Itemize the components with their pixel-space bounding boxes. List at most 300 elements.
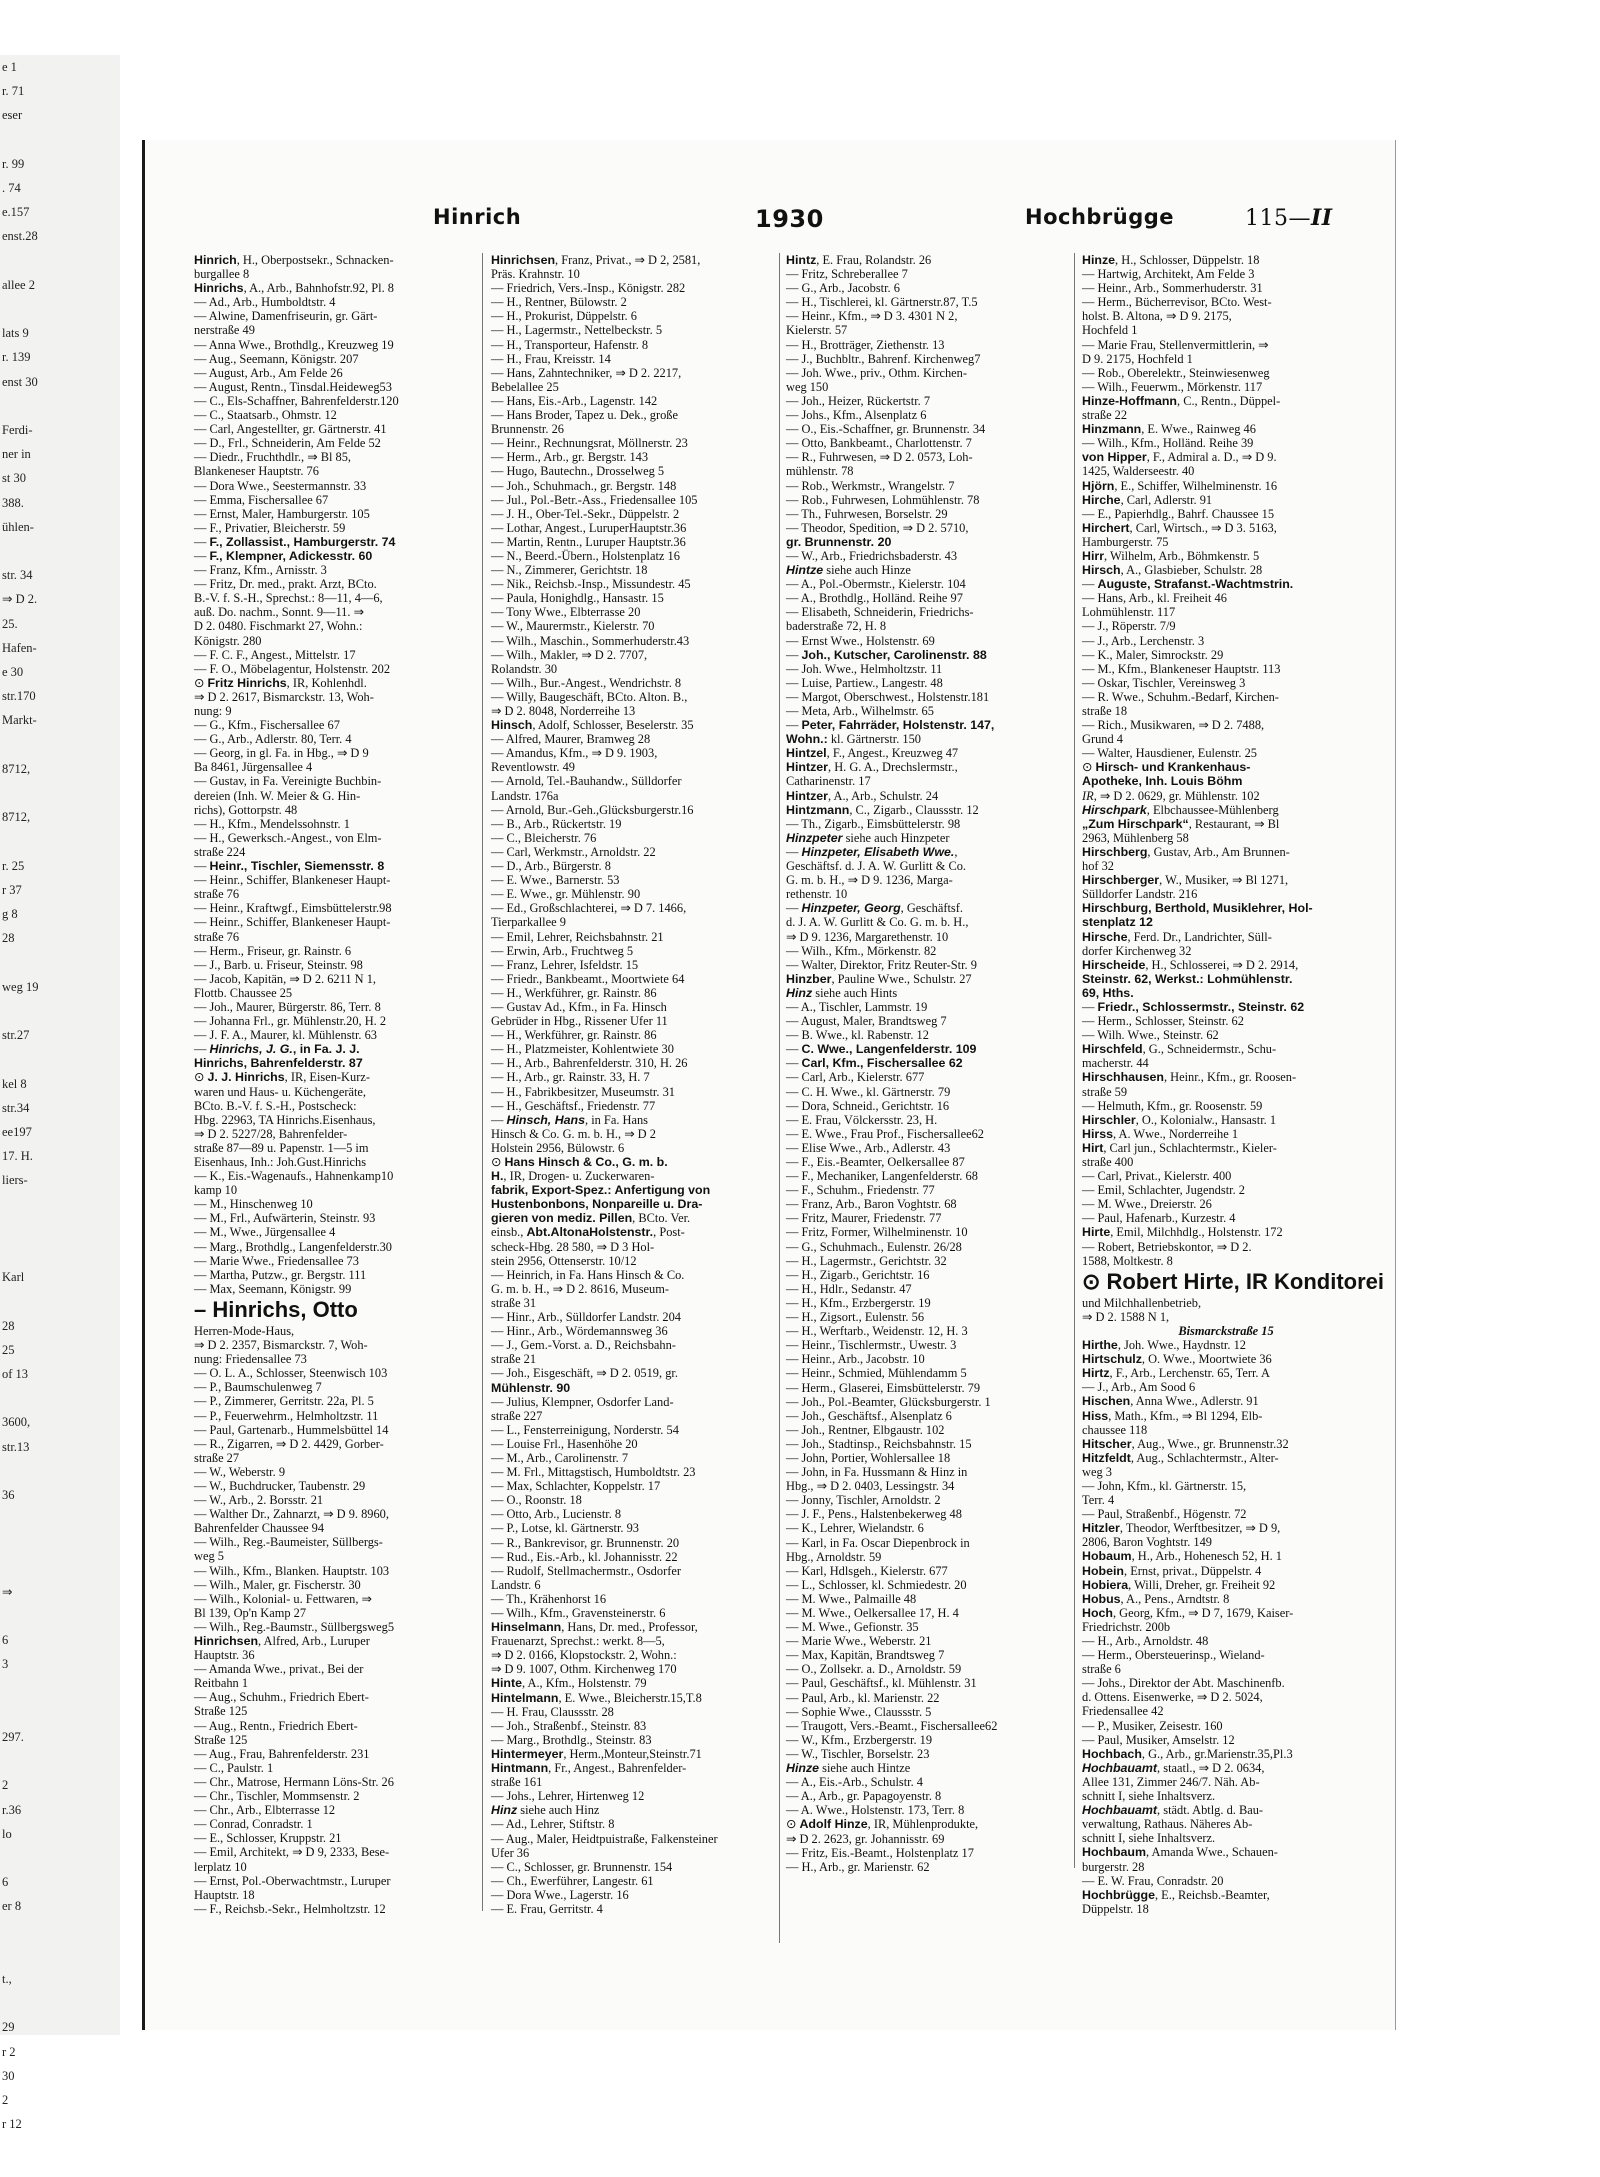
directory-entry-line: weg 3 — [1082, 1464, 1112, 1479]
edge-fragment — [0, 1991, 120, 2015]
directory-entry-line: d. Ottens. Eisenwerke, ⇒ D 2. 5024, — [1082, 1690, 1263, 1705]
directory-entry-line: Präs. Krahnstr. 10 — [491, 267, 580, 282]
edge-fragment — [0, 539, 120, 563]
directory-entry-line: — P., Zimmerer, Gerritstr. 22a, Pl. 5 — [194, 1394, 374, 1409]
directory-entry-line: — H., Zigsort., Eulenstr. 56 — [786, 1310, 925, 1325]
directory-entry-line: schnitt I, siehe Inhaltsverz. — [1082, 1789, 1216, 1804]
edge-fragment: Karl — [2, 1270, 25, 1285]
directory-entry-line: — Fritz, Eis.-Beamt., Holstenplatz 17 — [786, 1845, 974, 1860]
directory-entry-line: — Wilh., Bur.-Angest., Wendrichstr. 8 — [491, 675, 682, 690]
directory-entry-line: Hinrichsen, Franz, Privat., ⇒ D 2, 2581, — [491, 253, 701, 267]
edge-fragment: e 30 — [2, 665, 24, 680]
directory-entry-line: — Joh., Stadtinsp., Reichsbahnstr. 15 — [786, 1436, 972, 1451]
directory-entry-line: — G., Schuhmach., Eulenstr. 26/28 — [786, 1239, 962, 1254]
directory-entry-line: Hirtz, F., Arb., Lerchenstr. 65, Terr. A — [1082, 1366, 1270, 1381]
directory-entry-line: — Johs., Lehrer, Hirtenweg 12 — [491, 1789, 645, 1804]
directory-entry-line: — Anna Wwe., Brothdlg., Kreuzweg 19 — [194, 337, 394, 352]
directory-entry-line: — Friedr., Bankbeamt., Moortwiete 64 — [491, 971, 685, 986]
directory-entry-line: scheck-Hbg. 28 580, ⇒ D 3 Hol- — [491, 1239, 655, 1254]
directory-entry-line: straße 6 — [1082, 1662, 1121, 1677]
directory-entry-line: — M., Hinschenweg 10 — [194, 1197, 313, 1212]
directory-entry-line: — A. Wwe., Holstenstr. 173, Terr. 8 — [786, 1803, 965, 1818]
edge-fragment: 28 — [2, 1318, 15, 1333]
edge-fragment — [0, 1846, 120, 1870]
directory-entry-line: ⇒ D 2. 2617, Bismarckstr. 13, Woh- — [194, 689, 374, 704]
directory-entry-line: — Joh. Wwe., priv., Othm. Kirchen- — [786, 365, 968, 380]
directory-entry-line: — Auguste, Strafanst.-Wachtmstrin. — [1082, 577, 1294, 592]
edge-fragment: e 1 — [2, 60, 17, 74]
directory-entry-line: stein 2956, Ottenserstr. 10/12 — [491, 1253, 637, 1268]
directory-entry-line: 1588, Moltkestr. 8 — [1082, 1253, 1173, 1268]
directory-entry-line: ⊙ Adolf Hinze, IR, Mühlenprodukte, — [786, 1817, 979, 1832]
directory-entry-line: Hinzpeter siehe auch Hinzpeter — [786, 830, 950, 845]
directory-entry-line: — H., Kfm., Mendelssohnstr. 1 — [194, 816, 350, 831]
directory-entry-line: — Herm., Bücherrevisor, BCto. West- — [1082, 295, 1272, 310]
directory-entry-line: — Joh. Wwe., Helmholtzstr. 11 — [786, 661, 943, 676]
directory-entry-line: — Louise Frl., Hasenhöhe 20 — [491, 1436, 638, 1451]
directory-entry-line: — Martha, Putzw., gr. Bergstr. 111 — [194, 1267, 367, 1282]
directory-entry-line: — Lothar, Angest., LuruperHauptstr.36 — [491, 520, 687, 535]
directory-entry-line: — H., Rentner, Bülowstr. 2 — [491, 295, 627, 310]
directory-entry-line: und Milchhallenbetrieb, — [1082, 1295, 1202, 1310]
edge-fragment: Markt- — [2, 713, 37, 728]
page-header — [195, 205, 1395, 241]
directory-entry-line: — Willy, Baugeschäft, BCto. Alton. B., — [491, 689, 688, 704]
directory-entry-line: 1425, Walderseestr. 40 — [1082, 464, 1195, 479]
edge-fragment — [0, 1193, 120, 1217]
directory-entry-line: — Franz, Lehrer, Isfeldstr. 15 — [491, 957, 639, 972]
edge-fragment: 3600, — [2, 1415, 31, 1430]
directory-entry-line: Hintzer, A., Arb., Schulstr. 24 — [786, 788, 939, 803]
directory-entry-line: Hintermeyer, Herm.,Monteur,Steinstr.71 — [491, 1746, 702, 1761]
directory-entry-line: — E. Frau, Gerritstr. 4 — [491, 1901, 603, 1916]
directory-entry-line: Bebelallee 25 — [491, 379, 559, 394]
directory-entry-line: schnitt I, siehe Inhaltsverz. — [1082, 1831, 1216, 1846]
directory-entry-line: — Rud., Eis.-Arb., kl. Johannisstr. 22 — [491, 1549, 678, 1564]
directory-entry-line: — C. H. Wwe., kl. Gärtnerstr. 79 — [786, 1084, 951, 1099]
directory-entry-line: — Carl, Privat., Kielerstr. 400 — [1082, 1169, 1232, 1184]
directory-entry-line: Hinz siehe auch Hinz — [491, 1803, 600, 1818]
page-number-suffix: II — [1311, 205, 1333, 231]
directory-entry-line: — Heinr., Arb., Jacobstr. 10 — [786, 1352, 925, 1367]
directory-entry-line: — Th., Krähenhorst 16 — [491, 1591, 607, 1606]
directory-entry-line: — Johanna Frl., gr. Mühlenstr.20, H. 2 — [194, 1014, 387, 1029]
edge-fragment: r 37 — [2, 882, 22, 897]
directory-entry-line: — Aug., Schuhm., Friedrich Ebert- — [194, 1690, 369, 1705]
directory-entry-line: BCto. B.-V. f. S.-H., Postscheck: — [194, 1098, 357, 1113]
edge-fragment: er 8 — [2, 1899, 22, 1914]
directory-entry-line: Flottb. Chaussee 25 — [194, 985, 293, 1000]
directory-entry-line: — J. H., Ober-Tel.-Sekr., Düppelstr. 2 — [491, 506, 680, 521]
directory-entry-line: — A., Arb., gr. Papagoyenstr. 8 — [786, 1789, 942, 1804]
directory-entry-line: Hirthe, Joh. Wwe., Haydnstr. 12 — [1082, 1338, 1246, 1353]
directory-entry-line: — Aug., Maler, Heidtpuistraße, Falkensteiner — [491, 1831, 718, 1846]
directory-entry-line: — Wilh., Maler, gr. Fischerstr. 30 — [194, 1577, 361, 1592]
directory-entry-line: — W., Arb., Friedrichsbaderstr. 43 — [786, 548, 958, 563]
directory-entry-line: Hintelmann, E. Wwe., Bleicherstr.15,T.8 — [491, 1690, 702, 1705]
directory-entry-line: — E. Frau, Völckersstr. 23, H. — [786, 1112, 938, 1127]
directory-entry-line: Hirche, Carl, Adlerstr. 91 — [1082, 492, 1213, 507]
edge-fragment: str.34 — [2, 1100, 30, 1115]
directory-entry-line: Düppelstr. 18 — [1082, 1901, 1149, 1916]
edge-fragment: r.36 — [2, 1802, 22, 1817]
directory-entry-line: — Elise Wwe., Arb., Adlerstr. 43 — [786, 1140, 951, 1155]
directory-entry-line: — H., Werkführer, gr. Rainstr. 86 — [491, 985, 657, 1000]
directory-entry-line: — Joh., Eisgeschäft, ⇒ D 2. 0519, gr. — [491, 1366, 678, 1381]
directory-entry-line: — Joh., Heizer, Rückertstr. 7 — [786, 393, 931, 408]
directory-entry-line: von Hipper, F., Admiral a. D., ⇒ D 9. — [1082, 450, 1277, 465]
directory-entry-line: — Amanda Wwe., privat., Bei der — [194, 1662, 364, 1677]
directory-entry-line: Hochbauamt, staatl., ⇒ D 2. 0634, — [1082, 1760, 1265, 1775]
directory-entry-line: — M. Wwe., Gefionstr. 35 — [786, 1620, 919, 1635]
edge-fragment: 17. H. — [2, 1149, 33, 1164]
directory-entry-line: holst. B. Altona, ⇒ D 9. 2175, — [1082, 309, 1232, 324]
directory-entry-line: Hintzmann, C., Zigarb., Claussstr. 12 — [786, 802, 979, 817]
header-right-word: Hochbrügge — [1025, 205, 1175, 229]
edge-fragment — [0, 999, 120, 1023]
directory-entry-line: — H., Prokurist, Düppelstr. 6 — [491, 309, 637, 324]
directory-entry-line: straße 27 — [194, 1450, 240, 1465]
directory-entry-line: — Fritz, Former, Wilhelminenstr. 10 — [786, 1225, 968, 1240]
directory-entry-line: — P., Baumschulenweg 7 — [194, 1380, 322, 1395]
display-advertisement: – Hinrichs, Otto — [194, 1296, 358, 1322]
directory-entry-line: G. m. b. H., ⇒ D 9. 1236, Marga- — [786, 873, 953, 888]
directory-entry-line: — Friedr., Schlossermstr., Steinstr. 62 — [1082, 999, 1305, 1014]
directory-entry-line: — Ad., Lehrer, Stiftstr. 8 — [491, 1817, 615, 1832]
edge-fragment: r 12 — [2, 2117, 22, 2132]
edge-fragment: kel 8 — [2, 1076, 27, 1091]
edge-fragment: Hafen- — [2, 640, 37, 655]
directory-entry-line: Hinrichs, Bahrenfelderstr. 87 — [194, 1056, 363, 1071]
directory-entry-line: — Dora Wwe., Lagerstr. 16 — [491, 1887, 629, 1902]
edge-fragment: str.13 — [2, 1439, 30, 1454]
directory-entry-line: H., IR, Drogen- u. Zuckerwaren- — [491, 1169, 655, 1184]
edge-fragment: 25 — [2, 1342, 15, 1357]
directory-entry-line: — Heinr., Tischlermstr., Uwestr. 3 — [786, 1338, 957, 1353]
directory-entry-line: — E. Wwe., gr. Mühlenstr. 90 — [491, 887, 641, 902]
column-4 — [1080, 253, 1384, 1916]
directory-entry-line: — F., Privatier, Bleicherstr. 59 — [194, 520, 346, 535]
directory-entry-line: — Herm., Friseur, gr. Rainstr. 6 — [194, 943, 352, 958]
directory-entry-line: — H., Tischlerei, kl. Gärtnerstr.87, T.5 — [786, 295, 978, 310]
edge-fragment: str.170 — [2, 689, 36, 704]
directory-entry-line: — Hans, Arb., kl. Freiheit 46 — [1082, 591, 1227, 606]
directory-entry-line: Reitbahn 1 — [194, 1676, 249, 1691]
edge-fragment: . 74 — [2, 181, 21, 196]
directory-entry-line: lerplatz 10 — [194, 1859, 247, 1874]
directory-entry-line: — Marie Wwe., Friedensallee 73 — [194, 1253, 359, 1268]
directory-entry-line: baderstraße 72, H. 8 — [786, 619, 887, 634]
edge-fragment — [0, 1217, 120, 1241]
directory-entry-line: — Herm., Arb., gr. Bergstr. 143 — [491, 450, 649, 465]
edge-fragment: r. 25 — [2, 858, 25, 873]
directory-entry-line: — Emma, Fischersallee 67 — [194, 492, 329, 507]
directory-entry-line: Sülldorfer Landstr. 216 — [1082, 887, 1198, 902]
directory-entry-line: Landstr. 6 — [491, 1577, 541, 1592]
directory-entry-line: Hinsch, Adolf, Schlosser, Beselerstr. 35 — [491, 718, 694, 733]
directory-entry-line: Hitscher, Aug., Wwe., gr. Brunnenstr.32 — [1082, 1436, 1289, 1451]
directory-entry-line: — Heinr., Kraftwgf., Eimsbüttelerstr.98 — [194, 901, 392, 916]
directory-entry-line: Reventlowstr. 49 — [491, 760, 575, 775]
directory-entry-line: nerstraße 49 — [194, 323, 255, 338]
directory-entry-line: — Hinr., Arb., Wördemannsweg 36 — [491, 1324, 668, 1339]
directory-entry-line: Hirschfeld, G., Schneidermstr., Schu- — [1082, 1042, 1277, 1057]
advertisement-address: Bismarckstraße 15 — [1178, 1323, 1274, 1338]
directory-entry-line: — G., Kfm., Fischersallee 67 — [194, 718, 340, 733]
directory-columns — [192, 253, 1384, 1993]
directory-entry-line: — H., Lagermstr., Nettelbeckstr. 5 — [491, 323, 663, 338]
directory-entry-line: straße 18 — [1082, 704, 1128, 718]
edge-fragment: 6 — [2, 1875, 9, 1890]
directory-entry-line: — D., Frl., Schneiderin, Am Felde 52 — [194, 436, 381, 451]
edge-fragment: 25. — [2, 616, 18, 631]
directory-entry-line: — Hans Broder, Tapez u. Dek., große — [491, 408, 678, 423]
directory-entry-line: — Friedrich, Vers.-Insp., Königstr. 282 — [491, 281, 686, 296]
edge-fragment: eser — [2, 108, 23, 123]
directory-entry-line: — Paul, Geschäftsf., kl. Mühlenstr. 31 — [786, 1676, 977, 1691]
directory-entry-line: — Jul., Pol.-Betr.-Ass., Friedensallee 105 — [491, 492, 698, 507]
edge-fragment — [0, 1604, 120, 1628]
directory-entry-line: ⇒ D 2. 5227/28, Bahrenfelder- — [194, 1126, 348, 1141]
directory-entry-line: — Karl, in Fa. Oscar Diepenbrock in — [786, 1535, 970, 1550]
page-number — [1245, 205, 1333, 231]
directory-entry-line: — K., Eis.-Wagenaufs., Hahnenkamp10 — [194, 1169, 394, 1184]
directory-entry-line: — Joh., Straßenbf., Steinstr. 83 — [491, 1718, 647, 1733]
edge-fragment: r. 139 — [2, 350, 31, 365]
directory-entry-line: — R. Wwe., Schuhm.-Bedarf, Kirchen- — [1082, 689, 1279, 704]
directory-entry-line: — Carl, Angestellter, gr. Gärtnerstr. 41 — [194, 422, 387, 437]
directory-entry-line: — August, Arb., Am Felde 26 — [194, 365, 343, 380]
directory-entry-line: straße 59 — [1082, 1084, 1128, 1099]
directory-entry-line: Hiss, Math., Kfm., ⇒ Bl 1294, Elb- — [1082, 1408, 1263, 1423]
directory-entry-line: — B., Arb., Rückertstr. 19 — [491, 816, 622, 831]
directory-entry-line: Frauenarzt, Sprechst.: werkt. 8—5, — [491, 1634, 665, 1649]
directory-entry-line: Hirr, Wilhelm, Arb., Böhmkenstr. 5 — [1082, 548, 1260, 563]
directory-entry-line: Mühlenstr. 90 — [491, 1380, 571, 1395]
directory-entry-line: — Fritz, Maurer, Friedenstr. 77 — [786, 1211, 942, 1226]
directory-entry-line: — A., Tischler, Lammstr. 19 — [786, 999, 928, 1014]
edge-fragment — [0, 1919, 120, 1943]
directory-entry-line: — Marg., Brothdlg., Steinstr. 83 — [491, 1732, 652, 1747]
directory-entry-line: — J., Arb., Lerchenstr. 3 — [1082, 633, 1205, 648]
directory-entry-line: — E., Papierhdlg., Bahrf. Chaussee 15 — [1082, 506, 1275, 521]
directory-entry-line: Hochfeld 1 — [1082, 323, 1138, 338]
edge-fragment: str.27 — [2, 1028, 30, 1043]
directory-entry-line: — P., Lotse, kl. Gärtnerstr. 93 — [491, 1521, 639, 1536]
directory-entry-line: kamp 10 — [194, 1183, 238, 1198]
directory-entry-line: — C., Paulstr. 1 — [194, 1760, 274, 1775]
directory-entry-line: Hinte, A., Kfm., Holstenstr. 79 — [491, 1676, 647, 1691]
directory-entry-line: Hbg., Arnoldstr. 59 — [786, 1549, 882, 1564]
directory-entry-line: straße 161 — [491, 1775, 543, 1790]
directory-entry-line: — Max, Seemann, Königstr. 99 — [194, 1281, 352, 1296]
directory-entry-line: — Joh., Rentner, Elbgaustr. 102 — [786, 1422, 945, 1437]
directory-entry-line: — A., Brothdlg., Holländ. Reihe 97 — [786, 591, 963, 606]
directory-entry-line: — Heinrich, in Fa. Hans Hinsch & Co. — [491, 1267, 685, 1282]
directory-entry-line: Hinrich, H., Oberpostsekr., Schnacken- — [194, 253, 394, 267]
directory-entry-line: — M. Wwe., Oelkersallee 17, H. 4 — [786, 1606, 959, 1620]
edge-fragment: st 30 — [2, 471, 26, 486]
directory-entry-line: ⊙ Fritz Hinrichs, IR, Kohlenhdl. — [194, 675, 367, 690]
directory-entry-line: — Paul, Arb., kl. Marienstr. 22 — [786, 1690, 940, 1705]
edge-fragment: lats 9 — [2, 326, 29, 341]
directory-entry-line: dereien (Inh. W. Meier & G. Hin- — [194, 788, 361, 803]
directory-entry-line: — Max, Schlachter, Koppelstr. 17 — [491, 1479, 661, 1494]
directory-entry-line: G. m. b. H., ⇒ D 2. 8616, Museum- — [491, 1281, 669, 1296]
directory-entry-line: — Hartwig, Architekt, Am Felde 3 — [1082, 267, 1255, 282]
directory-entry-line: — L., Fensterreinigung, Norderstr. 54 — [491, 1422, 679, 1437]
directory-entry-line: — Alwine, Damenfriseurin, gr. Gärt- — [194, 309, 378, 324]
directory-entry-line: — A., Pol.-Obermstr., Kielerstr. 104 — [786, 577, 966, 592]
directory-entry-line: — Carl, Arb., Kielerstr. 677 — [786, 1070, 925, 1085]
directory-entry-line: — Wilh., Makler, ⇒ D 2. 7707, — [491, 647, 648, 662]
directory-entry-line: — M., Wwe., Jürgensallee 4 — [194, 1225, 336, 1240]
directory-entry-line: — H., Hdlr., Sedanstr. 47 — [786, 1281, 912, 1296]
directory-entry-line: — Jonny, Tischler, Arnoldstr. 2 — [786, 1493, 941, 1508]
directory-entry-line: Hirschler, O., Kolonialw., Hansastr. 1 — [1082, 1112, 1277, 1127]
directory-entry-line: — H., Frau, Kreisstr. 14 — [491, 351, 611, 366]
directory-entry-line: Hamburgerstr. 75 — [1082, 534, 1169, 549]
directory-entry-line: Friedensallee 42 — [1082, 1704, 1164, 1719]
directory-entry-line: — O. L. A., Schlosser, Steenwisch 103 — [194, 1366, 388, 1381]
edge-fragment: 2 — [2, 1778, 9, 1793]
header-year: 1930 — [755, 205, 824, 233]
directory-entry-line: Hirss, A. Wwe., Norderreihe 1 — [1082, 1126, 1239, 1141]
edge-fragment: str. 34 — [2, 568, 33, 583]
edge-fragment: 3 — [2, 1657, 9, 1672]
directory-entry-line: nung: 9 — [194, 704, 232, 718]
directory-entry-line: — Heinr., Rechnungsrat, Möllnerstr. 23 — [491, 436, 688, 451]
directory-entry-line: — H., Lagermstr., Gerichtstr. 32 — [786, 1253, 947, 1268]
directory-entry-line: Allee 131, Zimmer 246/7. Näh. Ab- — [1082, 1774, 1260, 1789]
directory-entry-line: — O., Roonstr. 18 — [491, 1493, 582, 1508]
directory-entry-line: — M., Frl., Aufwärterin, Steinstr. 93 — [194, 1211, 376, 1226]
edge-fragment: 36 — [2, 1487, 15, 1502]
directory-entry-line: Hirsche, Ferd. Dr., Landrichter, Süll- — [1082, 929, 1272, 944]
directory-entry-line: — Carl, Werkmstr., Arnoldstr. 22 — [491, 844, 656, 859]
directory-entry-line: D 2. 0480. Fischmarkt 27, Wohn.: — [194, 619, 363, 634]
edge-fragment: 28 — [2, 931, 15, 946]
directory-entry-line: — Emil, Schlachter, Jugendstr. 2 — [1082, 1183, 1245, 1198]
edge-fragment — [0, 781, 120, 805]
directory-entry-line: — Heinr., Schiffer, Blankeneser Haupt- — [194, 873, 391, 888]
directory-entry-line: — R., Zigarren, ⇒ D 2. 4429, Gorber- — [194, 1436, 384, 1451]
directory-entry-line: — Elisabeth, Schneiderin, Friedrichs- — [786, 605, 974, 620]
display-advertisement: ⊙ Robert Hirte, IR Konditorei — [1082, 1268, 1384, 1294]
directory-entry-line: Friedrichstr. 200b — [1082, 1619, 1171, 1634]
directory-entry-line: Hirchert, Carl, Wirtsch., ⇒ D 3. 5163, — [1082, 520, 1277, 535]
directory-entry-line: — Luise, Partiew., Langestr. 48 — [786, 675, 943, 690]
directory-entry-line: — Joh., Pol.-Beamter, Glücksburgerstr. 1 — [786, 1394, 991, 1409]
directory-entry-line: Hobiera, Willi, Dreher, gr. Freiheit 92 — [1082, 1577, 1276, 1592]
directory-entry-line: Hinze, H., Schlosser, Düppelstr. 18 — [1082, 253, 1260, 267]
edge-fragment: g 8 — [2, 907, 18, 922]
edge-fragment — [0, 297, 120, 321]
directory-entry-line: Hintmann, Fr., Angest., Bahrenfelder- — [491, 1761, 687, 1776]
directory-entry-line: — August, Maler, Brandtsweg 7 — [786, 1014, 947, 1029]
directory-entry-line: — R., Fuhrwesen, ⇒ D 2. 0573, Loh- — [786, 450, 973, 465]
edge-fragment — [0, 1507, 120, 1531]
directory-entry-line: Hinze siehe auch Hintze — [786, 1761, 911, 1776]
directory-entry-line: — G., Arb., Jacobstr. 6 — [786, 281, 900, 296]
directory-entry-line: Hirschburg, Berthold, Musiklehrer, Hol- — [1082, 901, 1313, 916]
directory-entry-line: — H., Fabrikbesitzer, Museumstr. 31 — [491, 1084, 675, 1099]
directory-entry-line: Hirschberger, W., Musiker, ⇒ Bl 1271, — [1082, 873, 1289, 888]
directory-entry-line: — Carl, Kfm., Fischersallee 62 — [786, 1056, 963, 1071]
directory-entry-line: 2806, Baron Voghtstr. 149 — [1082, 1535, 1212, 1550]
directory-entry-line: — Otto, Bankbeamt., Charlottenstr. 7 — [786, 436, 972, 451]
directory-entry-line: — H., Brotträger, Ziethenstr. 13 — [786, 337, 945, 352]
edge-fragment — [0, 128, 120, 152]
directory-entry-line: — Hinzpeter, Georg, Geschäftsf. — [786, 901, 963, 916]
directory-entry-line: Lohmühlenstr. 117 — [1082, 605, 1176, 620]
directory-entry-line: — Wilh., Maschin., Sommerhuderstr.43 — [491, 633, 690, 648]
directory-entry-line: — L., Schlosser, kl. Schmiedestr. 20 — [786, 1577, 967, 1592]
directory-entry-line: — H., Zigarb., Gerichtstr. 16 — [786, 1267, 930, 1282]
directory-entry-line: — Traugott, Vers.-Beamt., Fischersallee62 — [786, 1718, 998, 1733]
directory-entry-line: — Emil, Lehrer, Reichsbahnstr. 21 — [491, 929, 664, 944]
directory-entry-line: — H., Gewerksch.-Angest., von Elm- — [194, 830, 382, 845]
directory-entry-line: — Ernst Wwe., Holstenstr. 69 — [786, 633, 935, 648]
directory-entry-line: 69, Hths. — [1082, 985, 1134, 1000]
directory-entry-line: — Hinsch, Hans, in Fa. Hans — [491, 1112, 648, 1127]
edge-fragment: 8712, — [2, 761, 31, 776]
directory-entry-line: — A., Eis.-Arb., Schulstr. 4 — [786, 1775, 923, 1790]
directory-entry-line: Hinselmann, Hans, Dr. med., Professor, — [491, 1620, 698, 1635]
directory-entry-line: — Paul, Straßenbf., Högenstr. 72 — [1082, 1507, 1247, 1522]
directory-entry-line: — Paul, Musiker, Amselstr. 12 — [1082, 1732, 1235, 1747]
directory-entry-line: straße 76 — [194, 887, 240, 902]
book-gutter — [120, 40, 142, 2050]
directory-entry-line: Steinstr. 62, Werkst.: Lohmühlenstr. — [1082, 971, 1293, 986]
directory-entry-line: Hbg. 22963, TA Hinrichs.Eisenhaus, — [194, 1112, 376, 1127]
directory-entry-line: — C., Bleicherstr. 76 — [491, 830, 597, 845]
directory-entry-line: Holstein 2956, Bülowstr. 6 — [491, 1140, 625, 1155]
edge-fragment: t., — [2, 1972, 12, 1987]
directory-entry-line: — Karl, Hdlsgeh., Kielerstr. 677 — [786, 1563, 948, 1578]
directory-entry-line: — Wilh., Kolonial- u. Fettwaren, ⇒ — [194, 1591, 372, 1606]
directory-entry-line: Hirsch, A., Glasbieber, Schulstr. 28 — [1082, 563, 1263, 578]
directory-entry-line: — Jacob, Kapitän, ⇒ D 2. 6211 N 1, — [194, 971, 376, 986]
directory-entry-line: Blankeneser Hauptstr. 76 — [194, 464, 319, 479]
edge-fragment: ⇒ — [2, 1584, 13, 1599]
directory-entry-line: Hinsch & Co. G. m. b. H., ⇒ D 2 — [491, 1126, 656, 1141]
edge-fragment — [0, 1386, 120, 1410]
directory-entry-line: — M., Arb., Caroliпenstr. 7 — [491, 1450, 629, 1465]
edge-fragment: liers- — [2, 1173, 28, 1188]
directory-entry-line: — H., Platzmeister, Kohlentwiete 30 — [491, 1042, 674, 1057]
directory-entry-line: — Herm., Schlosser, Steinstr. 62 — [1082, 1014, 1244, 1029]
directory-entry-line: ⇒ D 9. 1007, Othm. Kirchenweg 170 — [491, 1662, 677, 1677]
directory-entry-line: — H., Werkführer, gr. Rainstr. 86 — [491, 1028, 657, 1043]
directory-entry-line: ⇒ D 2. 2623, gr. Johannisstr. 69 — [786, 1831, 945, 1846]
directory-entry-line: — Paul, Gartenarb., Hummelsbüttel 14 — [194, 1422, 389, 1437]
directory-entry-line: — C., Els-Schaffner, Bahrenfelderstr.120 — [194, 393, 399, 408]
directory-entry-line: B.-V. f. S.-H., Sprechst.: 8—11, 4—6, — [194, 591, 383, 606]
directory-entry-line: — F. O., Möbelagentur, Holstenstr. 202 — [194, 661, 391, 676]
directory-entry-line: — B. Wwe., kl. Rabenstr. 12 — [786, 1028, 929, 1043]
edge-fragment — [0, 1241, 120, 1265]
directory-entry-line: Gebrüder in Hbg., Rissener Ufer 11 — [491, 1014, 668, 1029]
directory-entry-line: mühlenstr. 78 — [786, 464, 854, 479]
directory-entry-line: — D., Arb., Bürgerstr. 8 — [491, 859, 611, 874]
directory-entry-line: Tierparkallee 9 — [491, 915, 566, 930]
directory-entry-line: — Marg., Brothdlg., Langenfelderstr.30 — [194, 1239, 392, 1254]
edge-fragment — [0, 1701, 120, 1725]
directory-entry-line: — Heinr., Arb., Sommerhuderstr. 31 — [1082, 281, 1263, 296]
directory-entry-line: — W., Kfm., Erzbergerstr. 19 — [786, 1732, 933, 1747]
directory-entry-line: — J., Röperstr. 7/9 — [1082, 619, 1176, 634]
